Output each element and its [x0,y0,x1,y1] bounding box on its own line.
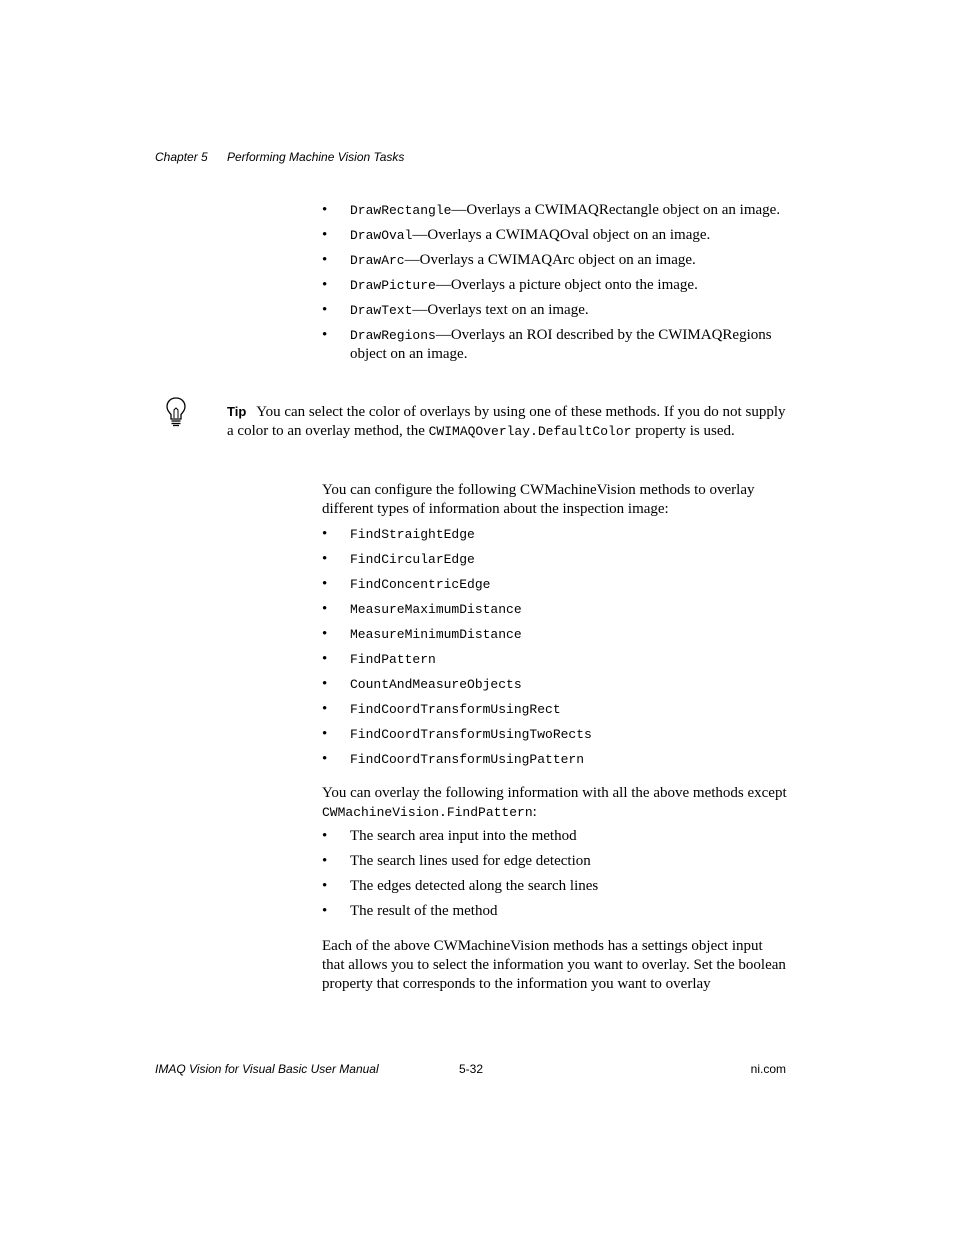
vision-methods-list [322,525,788,775]
list-item [322,675,788,694]
list-item [322,600,788,619]
overlay-info-list [322,827,788,927]
paragraph-overlay-info [322,784,788,822]
paragraph-configure: You can configure the following CWMachineVision methods to overlay different types of information about the inspection image: [322,482,755,517]
paragraph-text-end: : [532,804,537,820]
method-name: DrawArc [350,253,405,268]
list-item: • The edges detected along the search lines [322,877,788,896]
method-description: —Overlays text on an image. [412,302,589,318]
list-item [322,550,788,569]
list-item [322,625,788,644]
list-item [322,575,788,594]
method-name: FindCoordTransformUsingRect [350,702,561,717]
list-item [322,251,788,270]
method-description: —Overlays an ROI described by the CWIMAQRegions object on an image. [350,327,772,362]
method-description: —Overlays a picture object onto the image. [435,277,698,293]
running-header [155,150,404,164]
list-item [322,226,788,245]
tip-label: Tip [227,404,247,419]
draw-methods-list [322,201,788,370]
tip-code: CWIMAQOverlay.DefaultColor [428,424,632,439]
method-description: —Overlays a CWIMAQRectangle object on an image. [451,202,781,218]
method-description: —Overlays a CWIMAQOval object on an image. [412,227,711,243]
method-name: FindCircularEdge [350,552,475,567]
list-item [322,650,788,669]
method-name: DrawText [350,303,413,318]
method-description: —Overlays a CWIMAQArc object on an image. [404,252,696,268]
chapter-title: Performing Machine Vision Tasks [227,150,405,164]
method-name: DrawOval [350,228,413,243]
footer-page-number: 5-32 [459,1062,484,1076]
lightbulb-icon [164,396,188,428]
method-name: FindStraightEdge [350,527,475,542]
list-item: • The search area input into the method [322,827,788,846]
list-item [322,700,788,719]
list-item [322,725,788,744]
list-item [322,525,788,544]
method-name: CountAndMeasureObjects [350,677,522,692]
method-name: DrawRegions [350,328,436,343]
method-name: MeasureMinimumDistance [350,627,522,642]
method-name: DrawRectangle [350,203,452,218]
list-item: • The search lines used for edge detection [322,852,788,871]
method-name: FindPattern [350,652,436,667]
list-item [322,276,788,295]
list-item [322,326,788,364]
list-item [322,201,788,220]
method-name: DrawPicture [350,278,436,293]
tip-note [227,402,787,441]
method-name: FindCoordTransformUsingTwoRects [350,727,592,742]
list-item [322,301,788,320]
chapter-label: Chapter 5 [155,150,208,164]
list-item: • The result of the method [322,902,788,921]
method-name: FindCoordTransformUsingPattern [350,752,585,767]
list-item [322,750,788,769]
method-name: FindConcentricEdge [350,577,491,592]
tip-text-end: property is used. [631,423,735,439]
paragraph-text: You can overlay the following information with all the above methods except [322,785,787,801]
paragraph-code: CWMachineVision.FindPattern [322,805,533,820]
tip-text: You can select the color of overlays by using one of these methods. If you do not supply a color to an overlay method, the [227,404,786,439]
method-name: MeasureMaximumDistance [350,602,522,617]
footer-manual-title: IMAQ Vision for Visual Basic User Manual [155,1062,379,1076]
paragraph-settings: Each of the above CWMachineVision methods has a settings object input that allows you to select the information you want to overlay. Set the boolean property that corresponds to the information you want to overlay [322,938,786,992]
footer-site: ni.com [750,1062,786,1076]
